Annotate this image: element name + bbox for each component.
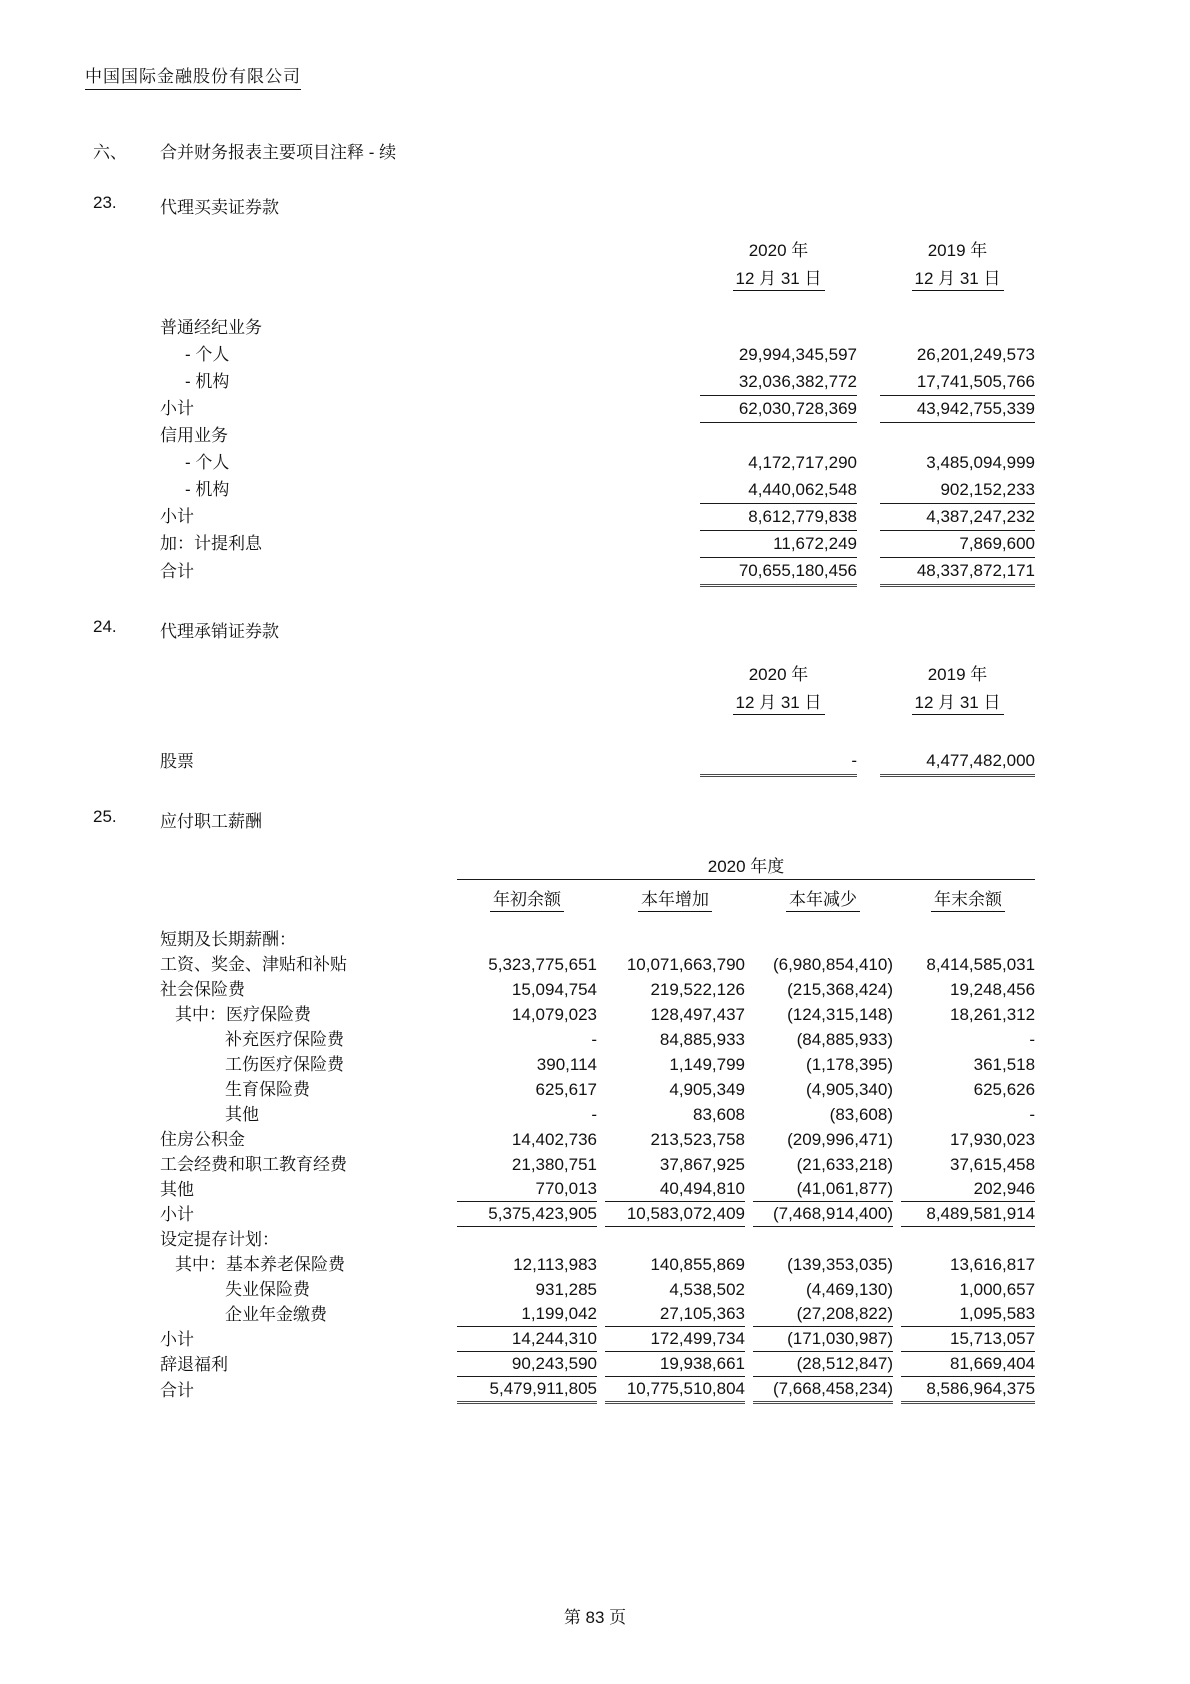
value-cell: 4,477,482,000 [880, 716, 1035, 776]
column-header-2019-date: 12 月 31 日 [880, 264, 1035, 292]
value-cell: 140,855,869 [650, 1254, 745, 1274]
value-cell: 8,612,779,838 [700, 503, 857, 530]
table-row [160, 1302, 1035, 1327]
value-cell: 11,672,249 [700, 530, 857, 557]
section-heading [85, 138, 1105, 163]
value-cell: 17,741,505,766 [880, 368, 1035, 395]
table-row [160, 395, 1035, 422]
row-label: 加：计提利息 [160, 534, 262, 553]
note24-number: 24. [93, 616, 117, 636]
value-cell: 14,402,736 [511, 1129, 597, 1149]
section-number: 六、 [93, 143, 127, 162]
value-cell: 43,942,755,339 [880, 395, 1035, 422]
value-cell: 5,375,423,905 [457, 1202, 597, 1227]
value-cell: 770,013 [457, 1177, 597, 1202]
table-row [160, 530, 1035, 557]
value-cell: 1,199,042 [457, 1302, 597, 1327]
value-cell: 15,713,057 [901, 1327, 1035, 1352]
company-name: 中国国际金融股份有限公司 [85, 62, 301, 90]
value-cell: 13,616,817 [950, 1254, 1036, 1274]
note25-heading [85, 807, 1105, 832]
table-row [160, 1077, 1035, 1102]
value-cell: 10,583,072,409 [605, 1202, 745, 1227]
table-row [160, 341, 1035, 368]
value-cell: 7,869,600 [880, 530, 1035, 557]
value-cell: 17,930,023 [950, 1129, 1036, 1149]
table-row [160, 557, 1035, 585]
value-cell: 14,244,310 [457, 1327, 597, 1352]
table-row [160, 1252, 1035, 1277]
row-label: 其中：基本养老保险费 [175, 1254, 345, 1274]
row-label: 小计 [160, 507, 194, 526]
row-label: 住房公积金 [160, 1129, 245, 1149]
table-row [160, 1377, 1035, 1403]
row-label: 其他 [225, 1104, 259, 1124]
row-label: 合计 [160, 1380, 194, 1400]
value-cell: 4,387,247,232 [880, 503, 1035, 530]
value-cell: 219,522,126 [650, 979, 745, 999]
value-cell: 48,337,872,171 [880, 557, 1035, 585]
note25-title: 应付职工薪酬 [160, 811, 262, 831]
value-cell: (27,208,822) [753, 1302, 893, 1327]
value-cell: 1,095,583 [901, 1302, 1035, 1327]
column-header-decrease: 本年减少 [753, 880, 893, 912]
row-label: 信用业务 [160, 426, 228, 445]
column-header-2020: 2020 年 [748, 241, 809, 260]
row-label: 社会保险费 [160, 979, 245, 999]
value-cell: 81,669,404 [901, 1352, 1035, 1377]
column-header-opening: 年初余额 [457, 880, 597, 912]
page-number: 第 83 页 [563, 1608, 627, 1627]
row-label: 普通经纪业务 [160, 318, 262, 337]
value-cell: 4,440,062,548 [700, 476, 857, 503]
column-header-2020-date: 12 月 31 日 [700, 264, 857, 292]
value-cell: 8,414,585,031 [926, 954, 1036, 974]
row-label: 生育保险费 [225, 1079, 310, 1099]
table-row [160, 952, 1035, 977]
value-cell: (209,996,471) [787, 1129, 893, 1149]
table-row [160, 1352, 1035, 1377]
value-cell: (6,980,854,410) [772, 954, 893, 974]
row-label: 短期及长期薪酬： [160, 929, 296, 949]
table-header-row [160, 660, 1035, 688]
value-cell: 62,030,728,369 [700, 395, 857, 422]
row-label: - 机构 [185, 372, 230, 391]
row-label: - 个人 [185, 453, 230, 472]
value-cell: - [591, 1029, 597, 1049]
table-row [160, 977, 1035, 1002]
value-cell: (83,608) [829, 1104, 893, 1124]
value-cell: 5,323,775,651 [488, 954, 597, 974]
value-cell: 5,479,911,805 [457, 1377, 597, 1403]
note23-table [160, 236, 1035, 587]
table-row [160, 1227, 1035, 1252]
table-row [160, 912, 1035, 952]
column-header-2020: 2020 年 [748, 664, 809, 684]
value-cell: - [591, 1104, 597, 1124]
value-cell: (41,061,877) [753, 1177, 893, 1202]
value-cell [605, 1227, 745, 1252]
note23-heading [85, 193, 1105, 218]
table-row [160, 1002, 1035, 1027]
note23-number: 23. [93, 193, 117, 212]
value-cell: 70,655,180,456 [700, 557, 857, 585]
table-row [160, 1177, 1035, 1202]
value-cell: 172,499,734 [605, 1327, 745, 1352]
value-cell [901, 912, 1035, 952]
value-cell: (4,469,130) [806, 1279, 893, 1299]
table-header-row [160, 880, 1035, 912]
table-row [160, 1102, 1035, 1127]
value-cell: (171,030,987) [753, 1327, 893, 1352]
note24-table [160, 660, 1035, 777]
row-label: - 机构 [185, 480, 230, 499]
value-cell: 32,036,382,772 [700, 368, 857, 395]
table-row [160, 476, 1035, 503]
note23-title: 代理买卖证券款 [160, 198, 279, 217]
value-cell: - [1029, 1104, 1036, 1124]
value-cell: 8,586,964,375 [901, 1377, 1035, 1403]
column-header-2019: 2019 年 [927, 241, 988, 260]
column-header-2020-date: 12 月 31 日 [700, 688, 857, 716]
value-cell: (215,368,424) [787, 979, 893, 999]
value-cell [605, 912, 745, 952]
note25-table [160, 850, 1035, 1405]
value-cell [700, 422, 857, 449]
row-label: 补充医疗保险费 [225, 1029, 344, 1049]
value-cell: 4,538,502 [669, 1279, 745, 1299]
value-cell: (7,468,914,400) [753, 1202, 893, 1227]
value-cell: (124,315,148) [787, 1004, 893, 1024]
value-cell: 202,946 [901, 1177, 1035, 1202]
table-row [160, 449, 1035, 476]
note25-number: 25. [93, 806, 117, 826]
value-cell: 26,201,249,573 [916, 345, 1035, 364]
table-row [160, 1327, 1035, 1352]
value-cell: (1,178,395) [806, 1054, 893, 1074]
value-cell: (7,668,458,234) [753, 1377, 893, 1403]
value-cell: 213,523,758 [650, 1129, 745, 1149]
value-cell: 83,608 [693, 1104, 745, 1124]
value-cell: 4,172,717,290 [748, 453, 857, 472]
value-cell [457, 1227, 597, 1252]
row-label: 工会经费和职工教育经费 [160, 1154, 347, 1174]
row-label: 合计 [160, 562, 194, 581]
table-row [160, 292, 1035, 341]
row-label: 工资、奖金、津贴和补贴 [160, 954, 347, 974]
value-cell: 128,497,437 [650, 1004, 745, 1024]
value-cell: 37,867,925 [659, 1154, 745, 1174]
table-row [160, 503, 1035, 530]
row-label: 辞退福利 [160, 1354, 228, 1374]
note24-title: 代理承销证券款 [160, 621, 279, 641]
table-header-row [160, 264, 1035, 292]
period-header: 2020 年度 [457, 850, 1035, 880]
value-cell: 8,489,581,914 [901, 1202, 1035, 1227]
table-row [160, 1027, 1035, 1052]
table-header-row [160, 688, 1035, 716]
value-cell [753, 912, 893, 952]
value-cell: (84,885,933) [796, 1029, 893, 1049]
row-label: 小计 [160, 1329, 194, 1349]
column-header-2019: 2019 年 [927, 664, 988, 684]
table-row [160, 1152, 1035, 1177]
value-cell [753, 1227, 893, 1252]
value-cell: - [700, 716, 857, 776]
value-cell: 10,775,510,804 [605, 1377, 745, 1403]
value-cell [880, 292, 1035, 341]
value-cell: 90,243,590 [457, 1352, 597, 1377]
value-cell: (28,512,847) [753, 1352, 893, 1377]
value-cell: 4,905,349 [669, 1079, 745, 1099]
value-cell: 390,114 [536, 1054, 597, 1074]
table-row [160, 1052, 1035, 1077]
value-cell: 12,113,983 [513, 1254, 597, 1274]
value-cell [700, 292, 857, 341]
row-label: 失业保险费 [225, 1279, 310, 1299]
value-cell: 14,079,023 [511, 1004, 597, 1024]
value-cell: 37,615,458 [950, 1154, 1036, 1174]
value-cell [901, 1227, 1035, 1252]
table-row [160, 1277, 1035, 1302]
value-cell: 40,494,810 [605, 1177, 745, 1202]
value-cell: 15,094,754 [511, 979, 597, 999]
row-label: 小计 [160, 1204, 194, 1224]
row-label: 企业年金缴费 [225, 1304, 327, 1324]
value-cell: 625,617 [535, 1079, 597, 1099]
column-header-increase: 本年增加 [605, 880, 745, 912]
value-cell: 361,518 [973, 1054, 1036, 1074]
value-cell [880, 422, 1035, 449]
value-cell: 21,380,751 [511, 1154, 597, 1174]
value-cell: 27,105,363 [605, 1302, 745, 1327]
column-header-closing: 年末余额 [901, 880, 1035, 912]
row-label: 小计 [160, 399, 194, 418]
table-row [160, 368, 1035, 395]
value-cell [457, 912, 597, 952]
table-row [160, 1127, 1035, 1152]
table-header-row [160, 850, 1035, 880]
row-label: 其他 [160, 1179, 194, 1199]
value-cell: - [1029, 1029, 1036, 1049]
value-cell: (21,633,218) [796, 1154, 893, 1174]
row-label: 设定提存计划： [160, 1229, 279, 1249]
table-row [160, 716, 1035, 776]
value-cell: 18,261,312 [950, 1004, 1036, 1024]
value-cell: 84,885,933 [659, 1029, 745, 1049]
section-title: 合并财务报表主要项目注释 - 续 [160, 143, 397, 162]
row-label: 工伤医疗保险费 [225, 1054, 344, 1074]
value-cell: 3,485,094,999 [926, 453, 1035, 472]
value-cell: 1,149,799 [669, 1054, 745, 1074]
value-cell: 931,285 [535, 1279, 597, 1299]
value-cell: 19,248,456 [950, 979, 1036, 999]
table-header-row [160, 236, 1035, 264]
value-cell: (4,905,340) [806, 1079, 893, 1099]
row-label: 其中：医疗保险费 [175, 1004, 311, 1024]
value-cell: 625,626 [973, 1079, 1036, 1099]
value-cell: 1,000,657 [959, 1279, 1036, 1299]
column-header-2019-date: 12 月 31 日 [880, 688, 1035, 716]
value-cell: (139,353,035) [787, 1254, 893, 1274]
note24-heading [85, 617, 1105, 642]
value-cell: 29,994,345,597 [738, 345, 857, 364]
value-cell: 10,071,663,790 [626, 954, 745, 974]
table-row [160, 1202, 1035, 1227]
row-label: - 个人 [185, 345, 230, 364]
value-cell: 19,938,661 [605, 1352, 745, 1377]
row-label: 股票 [160, 752, 194, 771]
table-row [160, 422, 1035, 449]
value-cell: 902,152,233 [880, 476, 1035, 503]
